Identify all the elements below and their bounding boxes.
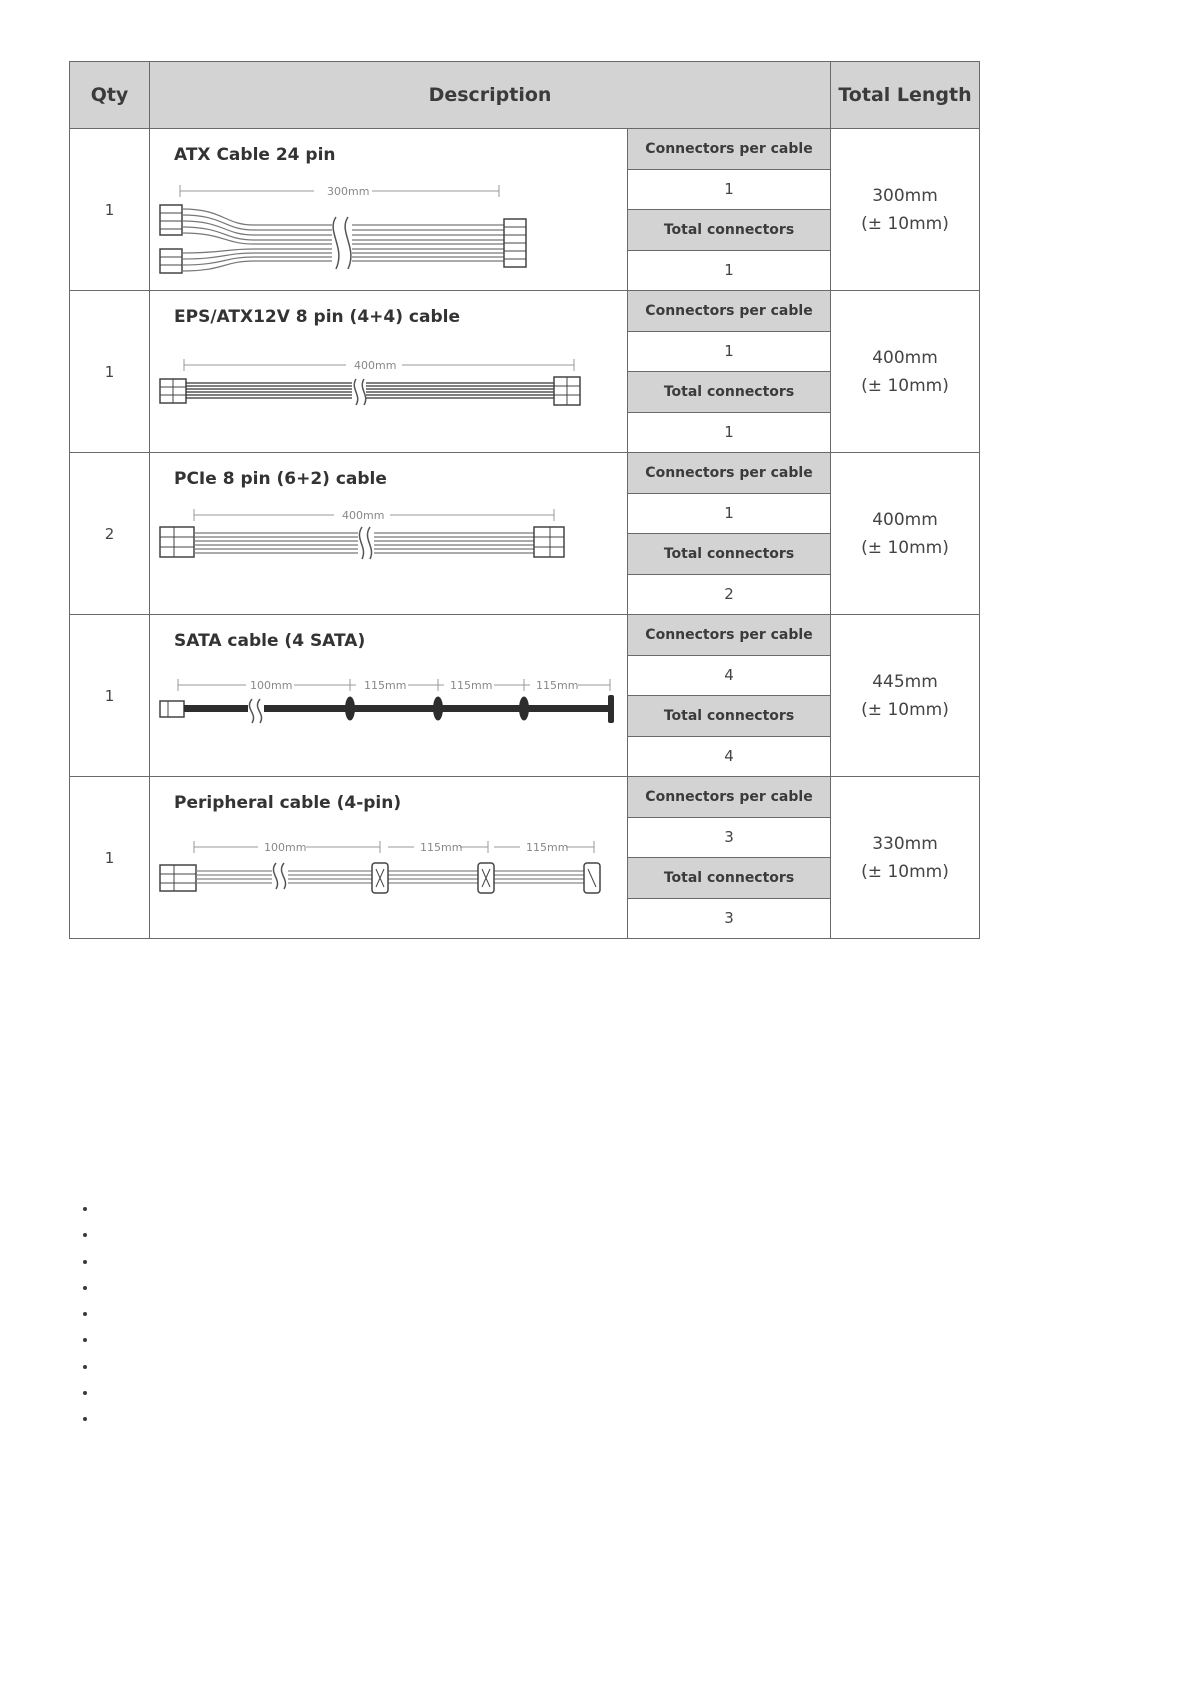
qty-cell: 1 [70, 615, 150, 777]
cable-spec-table [69, 61, 980, 939]
total-connectors-value: 3 [628, 898, 831, 939]
dim-label: 400mm [354, 359, 397, 372]
connectors-per-cable-value: 4 [628, 655, 831, 696]
bullet-list [78, 1196, 98, 1433]
sata-cable-drawing [154, 663, 620, 763]
total-connectors-value: 2 [628, 574, 831, 615]
table-row [70, 615, 980, 656]
total-connectors-value: 1 [628, 250, 831, 291]
table-row [70, 453, 980, 494]
table-row [70, 291, 980, 332]
dim-label: 100mm [250, 679, 293, 692]
table-row [70, 777, 980, 818]
length-value: 445mm [872, 671, 938, 692]
connectors-per-cable-label: Connectors per cable [628, 777, 831, 818]
dim-label: 115mm [450, 679, 493, 692]
header-qty: Qty [70, 62, 150, 129]
header-description: Description [150, 62, 831, 129]
table-header-row [70, 62, 980, 129]
total-connectors-value: 1 [628, 412, 831, 453]
connectors-per-cable-value: 1 [628, 331, 831, 372]
total-length-cell [831, 291, 980, 453]
cable-name: PCIe 8 pin (6+2) cable [174, 469, 387, 489]
length-tolerance: (± 10mm) [861, 375, 949, 396]
length-value: 330mm [872, 833, 938, 854]
connectors-per-cable-label: Connectors per cable [628, 129, 831, 170]
description-cell [150, 453, 628, 615]
table-row [70, 129, 980, 170]
connectors-per-cable-value: 1 [628, 169, 831, 210]
length-tolerance: (± 10mm) [861, 213, 949, 234]
total-connectors-label: Total connectors [628, 534, 831, 575]
header-total-length: Total Length [831, 62, 980, 129]
cable-name: Peripheral cable (4-pin) [174, 793, 402, 813]
dim-label: 400mm [342, 509, 385, 522]
total-length-cell [831, 453, 980, 615]
total-length-cell [831, 777, 980, 939]
description-cell [150, 129, 628, 291]
description-cell [150, 291, 628, 453]
connectors-per-cable-label: Connectors per cable [628, 453, 831, 494]
cable-name: SATA cable (4 SATA) [174, 631, 366, 651]
description-cell [150, 615, 628, 777]
cable-name: ATX Cable 24 pin [174, 145, 336, 165]
description-cell [150, 777, 628, 939]
dim-label: 115mm [364, 679, 407, 692]
dim-label: 300mm [327, 185, 370, 198]
dim-label: 115mm [536, 679, 579, 692]
atx-24pin-cable-drawing [154, 177, 620, 277]
dim-label: 115mm [526, 841, 569, 854]
qty-cell: 2 [70, 453, 150, 615]
qty-cell: 1 [70, 291, 150, 453]
total-connectors-value: 4 [628, 736, 831, 777]
qty-cell: 1 [70, 129, 150, 291]
total-connectors-label: Total connectors [628, 372, 831, 413]
cable-name: EPS/ATX12V 8 pin (4+4) cable [174, 307, 460, 327]
total-connectors-label: Total connectors [628, 696, 831, 737]
pcie-8pin-cable-drawing [154, 501, 620, 601]
connectors-per-cable-value: 3 [628, 817, 831, 858]
peripheral-cable-drawing [154, 825, 620, 925]
length-tolerance: (± 10mm) [861, 699, 949, 720]
connectors-per-cable-value: 1 [628, 493, 831, 534]
length-value: 400mm [872, 509, 938, 530]
length-tolerance: (± 10mm) [861, 861, 949, 882]
length-value: 400mm [872, 347, 938, 368]
dim-label: 115mm [420, 841, 463, 854]
qty-cell: 1 [70, 777, 150, 939]
length-value: 300mm [872, 185, 938, 206]
dim-label: 100mm [264, 841, 307, 854]
total-length-cell [831, 129, 980, 291]
length-tolerance: (± 10mm) [861, 537, 949, 558]
total-connectors-label: Total connectors [628, 210, 831, 251]
connectors-per-cable-label: Connectors per cable [628, 615, 831, 656]
connectors-per-cable-label: Connectors per cable [628, 291, 831, 332]
total-length-cell [831, 615, 980, 777]
total-connectors-label: Total connectors [628, 858, 831, 899]
eps-8pin-cable-drawing [154, 339, 620, 439]
